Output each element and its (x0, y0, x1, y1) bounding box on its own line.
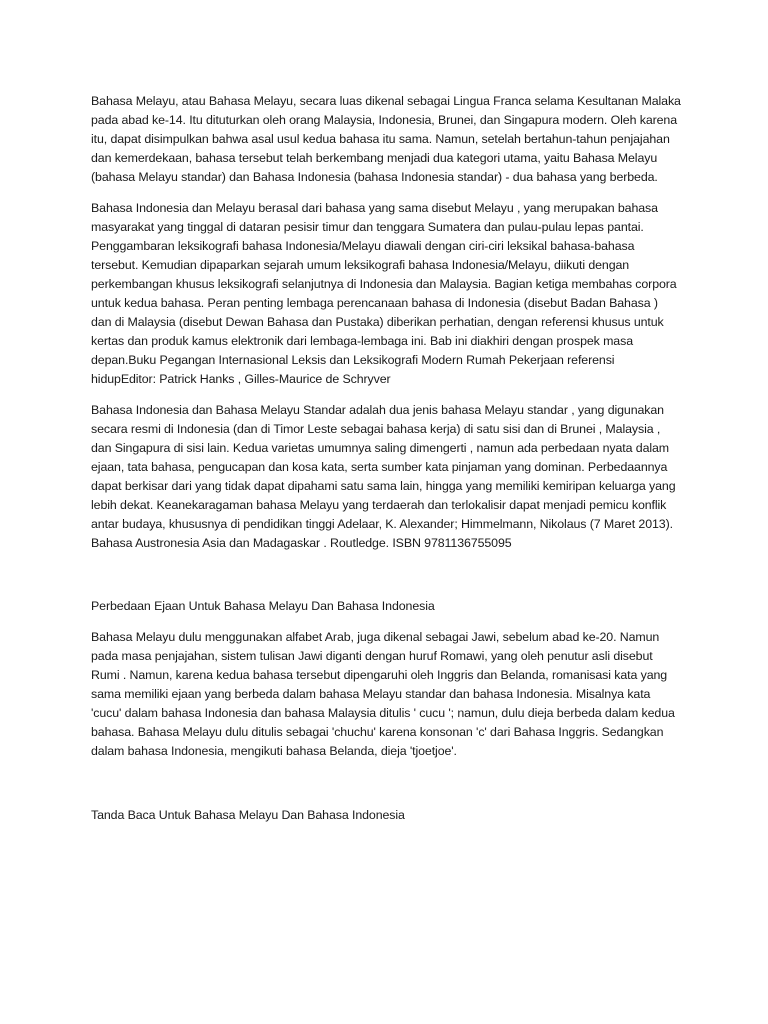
paragraph-3: Bahasa Indonesia dan Bahasa Melayu Standar adalah dua jenis bahasa Melayu standar , yang digunakan secara resmi di Indonesia (dan di Timor Leste sebagai bahasa kerja) di satu sisi dan di Brunei , Malaysia , dan Singapura di sisi lain. Kedua varietas umumnya saling dimengerti , namun ada perbedaan nyata dalam ejaan, tata bahasa, pengucapan dan kosa kata, serta sumber kata pinjaman yang dominan. Perbedaannya dapat berkisar dari yang tidak dapat dipahami satu sama lain, hingga yang memiliki kemiripan keluarga yang lebih dekat. Keanekaragaman bahasa Melayu yang terdaerah dan terlokalisir dapat menjadi pemicu konflik antar budaya, khususnya di pendidikan tinggi Adelaar, K. Alexander; Himmelmann, Nikolaus (7 Maret 2013). Bahasa Austronesia Asia dan Madagaskar . Routledge. ISBN 9781136755095 (91, 403, 676, 550)
paragraph-4: Bahasa Melayu dulu menggunakan alfabet Arab, juga dikenal sebagai Jawi, sebelum abad ke-20. Namun pada masa penjajahan, sistem tulisan Jawi diganti dengan huruf Romawi, yang oleh penutur asli disebut Rumi . Namun, karena kedua bahasa tersebut dipengaruhi oleh Inggris dan Belanda, romanisasi kata yang sama memiliki ejaan yang berbeda dalam bahasa Melayu standar dan bahasa Indonesia. Misalnya kata 'cucu' dalam bahasa Indonesia dan bahasa Malaysia ditulis ' cucu '; namun, dulu dieja berbeda dalam kedua bahasa. Bahasa Melayu dulu ditulis sebagai 'chuchu' karena konsonan 'c' dari Bahasa Inggris. Sedangkan dalam bahasa Indonesia, mengikuti bahasa Belanda, dieja 'tjoetjoe'. (91, 630, 675, 758)
paragraph-2: Bahasa Indonesia dan Melayu berasal dari bahasa yang sama disebut Melayu , yang merupakan bahasa masyarakat yang tinggal di dataran pesisir timur dan tenggara Sumatera dan pulau-pulau lepas pantai. Penggambaran leksikografi bahasa Indonesia/Melayu diawali dengan ciri-ciri leksikal bahasa-bahasa tersebut. Kemudian dipaparkan sejarah umum leksikografi bahasa Indonesia/Melayu, diikuti dengan perkembangan khusus leksikografi selanjutnya di Indonesia dan Malaysia. Bagian ketiga membahas corpora untuk kedua bahasa. Peran penting lembaga perencanaan bahasa di Indonesia (disebut Badan Bahasa ) dan di Malaysia (disebut Dewan Bahasa dan Pustaka) diberikan perhatian, dengan referensi khusus untuk kertas dan produk kamus elektronik dari lembaga-lembaga ini. Bab ini diakhiri dengan prospek masa depan.Buku Pegangan Internasional Leksis dan Leksikografi Modern Rumah Pekerjaan referensi hidupEditor: Patrick Hanks , Gilles-Maurice de Schryver (91, 201, 677, 386)
paragraph-1: Bahasa Melayu, atau Bahasa Melayu, secara luas dikenal sebagai Lingua Franca selama Kesultanan Malaka pada abad ke-14. Itu dituturkan oleh orang Malaysia, Indonesia, Brunei, dan Singapura modern. Oleh karena itu, dapat disimpulkan bahwa asal usul kedua bahasa itu sama. Namun, setelah bertahun-tahun penjajahan dan kemerdekaan, bahasa tersebut telah berkembang menjadi dua kategori utama, yaitu Bahasa Melayu (bahasa Melayu standar) dan Bahasa Indonesia (bahasa Indonesia standar) - dua bahasa yang berbeda. (91, 94, 681, 184)
document-body (91, 92, 681, 825)
section-heading-spelling: Perbedaan Ejaan Untuk Bahasa Melayu Dan Bahasa Indonesia (91, 599, 435, 613)
section-heading-punctuation: Tanda Baca Untuk Bahasa Melayu Dan Bahasa Indonesia (91, 808, 405, 822)
